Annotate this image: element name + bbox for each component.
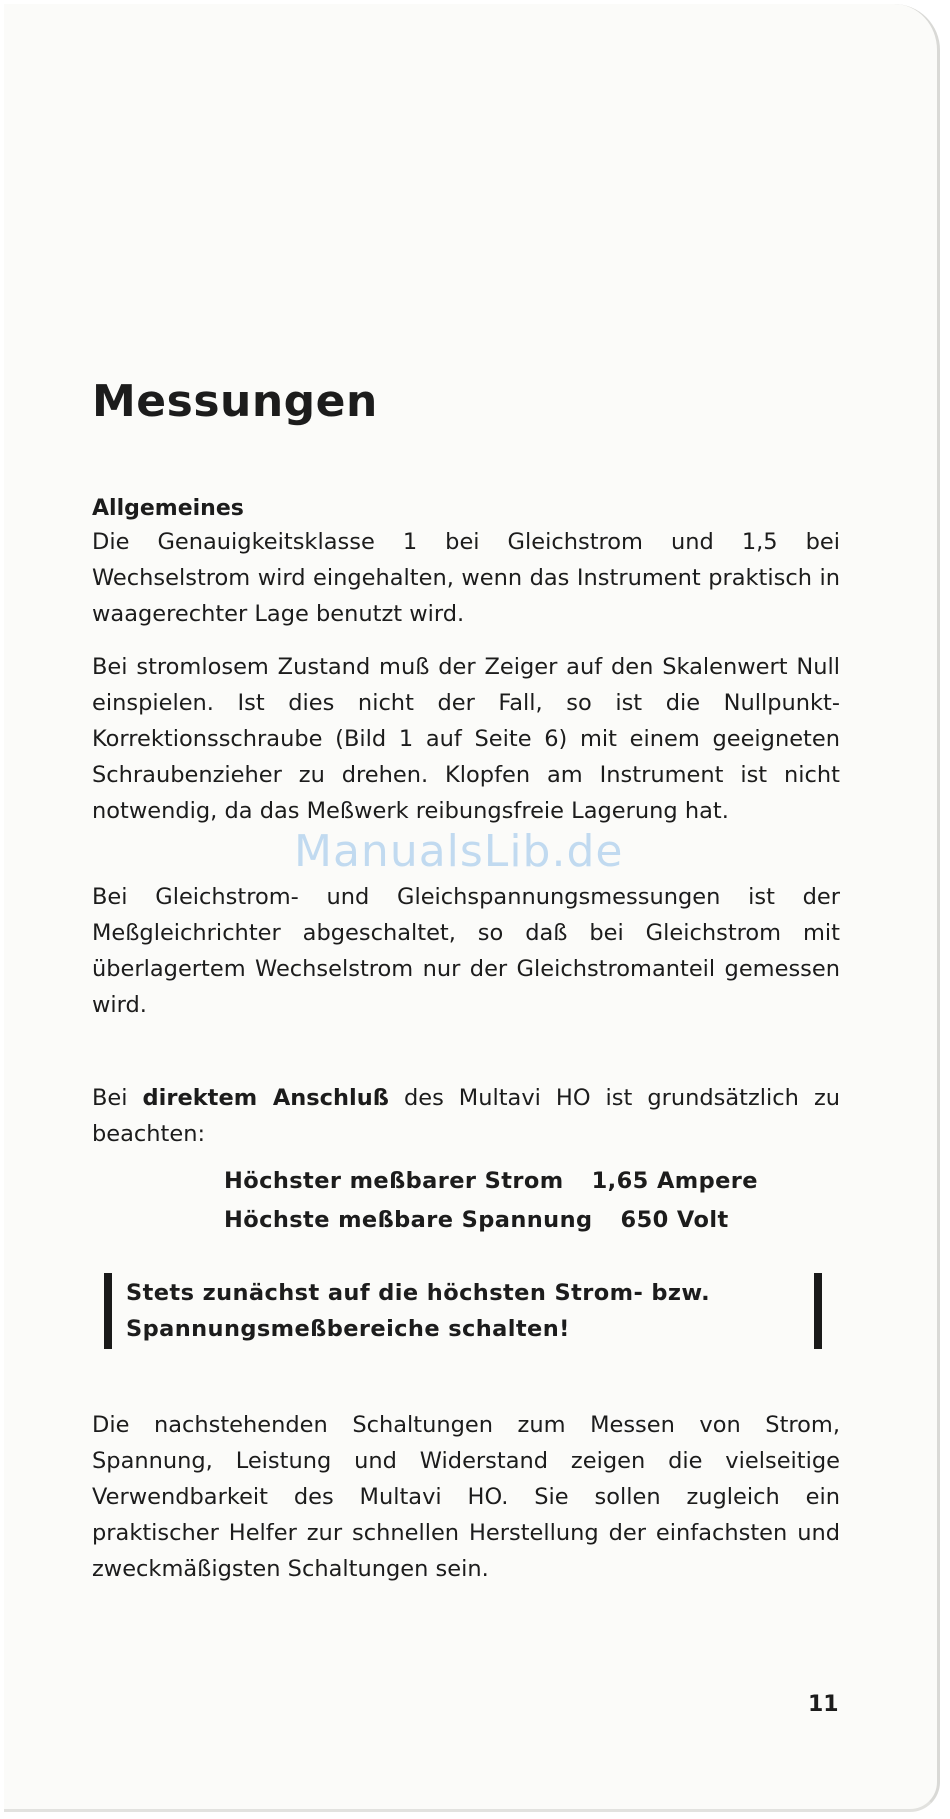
spec-max-current bbox=[224, 1168, 758, 1194]
connection-prefix: Bei bbox=[92, 1085, 143, 1111]
page-title: Messungen bbox=[92, 376, 378, 427]
spec-value: 1,65 Ampere bbox=[591, 1168, 758, 1194]
spec-label: Höchste meßbare Spannung bbox=[224, 1207, 593, 1233]
spec-value: 650 Volt bbox=[620, 1207, 729, 1233]
page-number: 11 bbox=[808, 1692, 839, 1717]
connection-emphasis: direktem Anschluß bbox=[142, 1085, 389, 1111]
paragraph-closing: Die nachstehenden Schaltungen zum Messen von Strom, Spannung, Leistung und Widerstand zeigen die vielseitige Verwendbarkeit des Multavi HO. Sie sollen zugleich ein praktischer Helfer zur schnellen Herstellung der einfachsten und zweckmäßigsten Schaltungen sein. bbox=[92, 1412, 840, 1582]
paragraph-rectifier: Bei Gleichstrom- und Gleichspannungsmessungen ist der Meßgleichrichter abgeschaltet, so daß bei Gleichstrom mit überlagertem Wechselstrom nur der Gleichstromanteil gemessen wird. bbox=[92, 884, 840, 1018]
connection-suffix: des Multavi HO ist grundsätzlich zu beachten: bbox=[92, 1085, 841, 1147]
spec-label: Höchster meßbarer Strom bbox=[224, 1168, 564, 1194]
warning-line-1: Stets zunächst auf die höchsten Strom- bzw. bbox=[126, 1280, 711, 1306]
paragraph-zero-point: Bei stromlosem Zustand muß der Zeiger auf den Skalenwert Null einspielen. Ist dies nicht der Fall, so ist die Nullpunkt-Korrektionsschraube (Bild 1 auf Seite 6) mit einem geeigneten Schraubenzieher zu drehen. Klopfen am Instrument ist nicht notwendig, da das Meßwerk reibungsfreie Lagerung hat. bbox=[92, 654, 840, 824]
spec-max-voltage bbox=[224, 1207, 729, 1233]
watermark-text: ManualsLib.de bbox=[294, 826, 624, 877]
paragraph-accuracy: Die Genauigkeitsklasse 1 bei Gleichstrom und 1,5 bei Wechselstrom wird eingehalten, wenn das Instrument praktisch in waagerechter Lage benutzt wird. bbox=[92, 529, 840, 627]
warning-box bbox=[104, 1273, 822, 1349]
section-heading-allgemeines: Allgemeines bbox=[92, 496, 244, 521]
warning-line-2: Spannungsmeßbereiche schalten! bbox=[126, 1316, 570, 1342]
document-page bbox=[4, 4, 940, 1812]
paragraph-direct-connection bbox=[92, 1080, 840, 1152]
